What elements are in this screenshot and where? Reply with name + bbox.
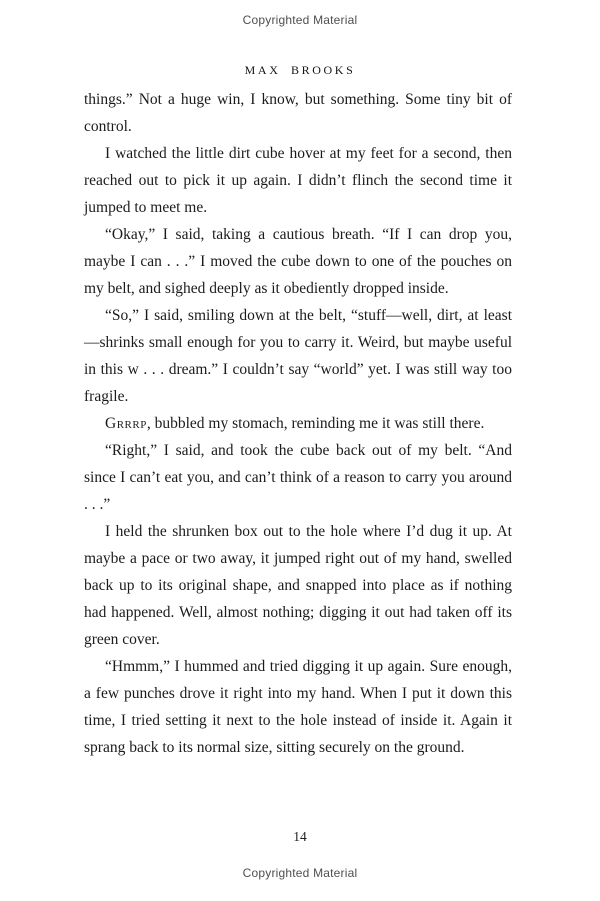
text-segment: I watched the little dirt cube hover at my feet for a second, then reached out to pick it up again. I didn’t flinch the second time it jumped to meet me. — [84, 145, 512, 216]
paragraph — [84, 140, 512, 221]
copyright-notice-top: Copyrighted Material — [242, 13, 358, 27]
author-header: MAX BROOKS — [244, 63, 356, 77]
paragraph — [84, 221, 512, 302]
text-segment: Grrrp — [105, 415, 147, 432]
page-number: 14 — [293, 829, 307, 844]
paragraph — [84, 302, 512, 410]
text-segment: “Hmmm,” I hummed and tried digging it up again. Sure enough, a few punches drove it right into my hand. When I put it down this time, I tried setting it next to the hole instead of inside it. Again it sprang back to its normal size, sitting securely on the ground. — [84, 658, 512, 756]
paragraph — [84, 410, 512, 437]
text-segment: “Okay,” I said, taking a cautious breath. “If I can drop you, maybe I can . . .” I moved the cube down to one of the pouches on my belt, and sighed deeply as it obediently dropped inside. — [84, 226, 512, 297]
paragraph — [84, 437, 512, 518]
text-segment: , bubbled my stomach, reminding me it was still there. — [146, 415, 485, 432]
paragraph — [84, 518, 512, 653]
page-body — [84, 86, 512, 761]
copyright-notice-bottom: Copyrighted Material — [242, 866, 358, 880]
text-segment: “Right,” I said, and took the cube back out of my belt. “And since I can’t eat you, and can’t think of a reason to carry you around . . .” — [84, 442, 512, 513]
paragraph — [84, 653, 512, 761]
paragraph — [84, 86, 512, 140]
text-segment: I held the shrunken box out to the hole where I’d dug it up. At maybe a pace or two away, it jumped right out of my hand, swelled back up to its original shape, and snapped into place as if nothing had happened. Well, almost nothing; digging it out had taken off its green cover. — [84, 523, 512, 648]
text-segment: things.” Not a huge win, I know, but something. Some tiny bit of control. — [84, 91, 512, 135]
text-segment: “So,” I said, smiling down at the belt, “stuff—well, dirt, at least—shrinks small enough for you to carry it. Weird, but maybe useful in this w . . . dream.” I couldn’t say “world” yet. I was still way too fragile. — [84, 307, 512, 405]
